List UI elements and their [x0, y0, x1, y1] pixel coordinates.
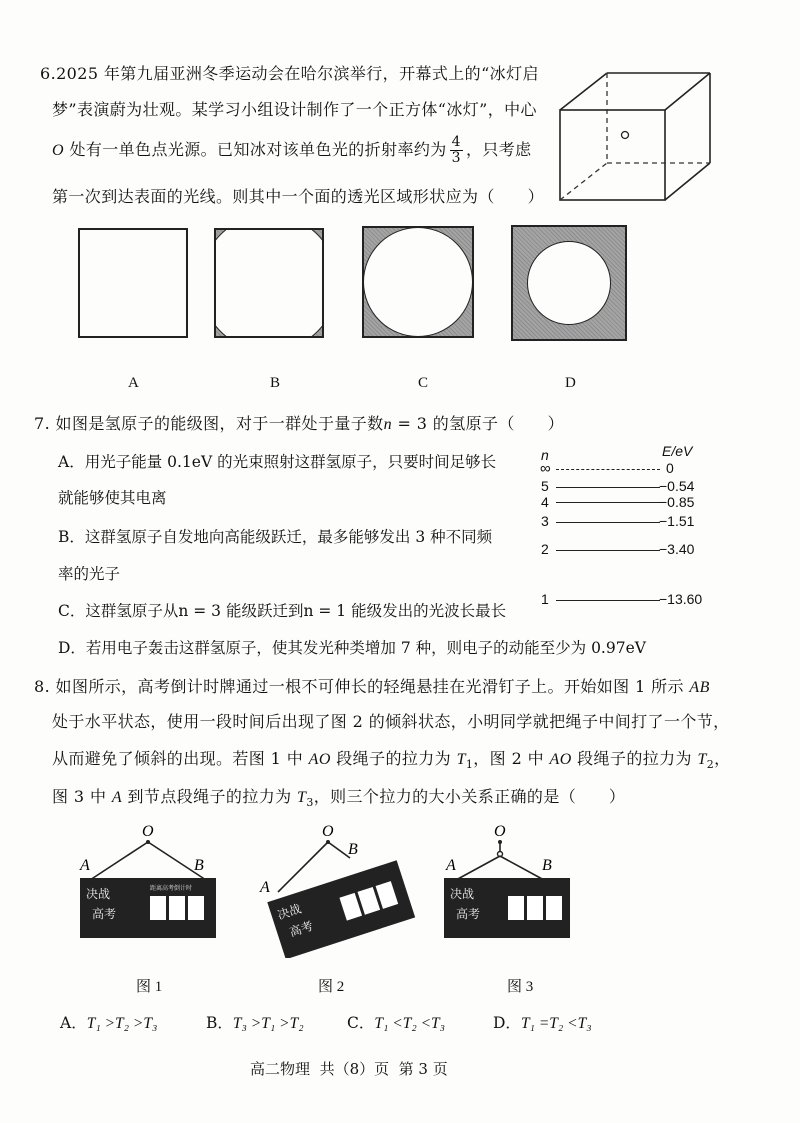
n-axis-header: n — [541, 447, 549, 463]
svg-text:距离高考倒计时: 距离高考倒计时 — [150, 885, 193, 892]
level-3-line — [556, 522, 660, 523]
q6-option-a-figure — [78, 228, 188, 338]
figure-1-label: 图 1 — [136, 979, 163, 995]
q7-option-b-line1: B．这群氢原子自发地向高能级跃迁，最多能够发出 3 种不同频 — [58, 528, 493, 546]
q8-option-a: A．T₁ >T₂ >T₃ — [60, 1014, 158, 1032]
svg-text:高考: 高考 — [287, 918, 315, 940]
svg-text:A: A — [446, 857, 456, 874]
countdown-board-1 — [80, 878, 216, 938]
light-source-point — [622, 132, 629, 139]
q8-line-3: 从而避免了倾斜的出现。若图 1 中 AO 段绳子的拉力为 $T_1$，图 2 中 AO 段绳子的拉力为 $T_2$， — [52, 749, 731, 772]
figure-1 — [70, 818, 230, 948]
level-inf-line — [556, 469, 660, 470]
q7-option-a-line2: 就能够使其电离 — [58, 489, 167, 507]
figure-3 — [436, 818, 596, 948]
level-4-line — [556, 502, 660, 503]
level-5-line — [556, 487, 660, 488]
countdown-board-2 — [267, 860, 415, 958]
q6-option-b-figure — [214, 228, 324, 338]
svg-text:O: O — [142, 823, 154, 840]
page-footer — [250, 1058, 448, 1079]
footer-page-number: 第 3 页 — [398, 1060, 448, 1078]
q8-option-d: D．T₁ =T₂ <T₃ — [493, 1014, 592, 1032]
q6-option-c-label: C — [418, 375, 429, 391]
q6-line-2: 梦”表演蔚为壮观。某学习小组设计制作了一个正方体“冰灯”，中心 — [52, 100, 537, 119]
q7-stem: 7. 如图是氢原子的能级图，对于一群处于量子数n = 3 的氢原子（ ） — [34, 414, 565, 433]
q7-option-c: C．这群氢原子从n = 3 能级跃迁到n = 1 能级发出的光波长最长 — [58, 602, 507, 620]
e-axis-header: E/eV — [662, 443, 693, 459]
q6-line-3: O 处有一单色点光源。已知冰对该单色光的折射率约为 $\frac{4}{3}$ ，只考虑 — [52, 134, 532, 166]
q6-option-a-label: A — [128, 375, 139, 391]
figure-3-label: 图 3 — [507, 979, 534, 995]
q6-option-b-label: B — [270, 375, 281, 391]
svg-text:决战: 决战 — [450, 887, 475, 901]
svg-text:A: A — [260, 879, 270, 896]
countdown-board-3 — [444, 878, 570, 938]
q6-option-c-figure — [362, 226, 474, 338]
svg-text:决战: 决战 — [86, 887, 111, 901]
q6-option-d-label: D — [565, 375, 576, 391]
footer-total-pages: 共（8）页 — [319, 1060, 390, 1078]
svg-text:A: A — [80, 857, 90, 874]
figure-2 — [250, 818, 420, 958]
svg-text:B: B — [348, 841, 358, 858]
svg-text:O: O — [322, 823, 334, 840]
cube-diagram — [555, 65, 745, 205]
cube-front-face — [560, 110, 665, 200]
footer-subject: 高二物理 — [250, 1060, 311, 1078]
q6-option-d-figure — [511, 225, 627, 341]
svg-text:高考: 高考 — [456, 907, 481, 921]
q6-line-4: 第一次到达表面的光线。则其中一个面的透光区域形状应为（ ） — [52, 187, 545, 206]
q6-number: 6. — [40, 64, 57, 83]
level-2-line — [556, 550, 660, 551]
svg-text:决战: 决战 — [275, 901, 303, 923]
level-1-line — [556, 600, 660, 601]
q8-line-1: 8. 如图所示，高考倒计时牌通过一根不可伸长的轻绳悬挂在光滑钉子上。开始如图 1 所示 AB — [34, 677, 710, 696]
q7-option-d: D．若用电子轰击这群氢原子，使其发光种类增加 7 种，则电子的动能至少为 0.97eV — [58, 639, 646, 657]
svg-text:B: B — [542, 857, 552, 874]
q8-line-4: 图 3 中 A 到节点段绳子的拉力为 $T_3$，则三个拉力的大小关系正确的是（ ） — [52, 787, 626, 810]
svg-text:高考: 高考 — [92, 907, 117, 921]
svg-text:O: O — [494, 823, 506, 840]
q7-option-a-line1: A．用光子能量 0.1eV 的光束照射这群氢原子，只要时间足够长 — [58, 453, 497, 471]
q7-option-b-line2: 率的光子 — [58, 565, 121, 583]
q6-line-1: 6.2025 年第九届亚洲冬季运动会在哈尔滨举行，开幕式上的“冰灯启 — [40, 64, 539, 83]
q8-option-c: C．T₁ <T₂ <T₃ — [347, 1014, 446, 1032]
refraction-fraction: $\frac{4}{3}$ — [451, 134, 461, 166]
figure-2-label: 图 2 — [318, 979, 345, 995]
q8-line-2: 处于水平状态，使用一段时间后出现了图 2 的倾斜状态，小明同学就把绳子中间打了一个节， — [52, 712, 730, 731]
svg-text:B: B — [194, 857, 204, 874]
q8-option-b: B．T₃ >T₁ >T₂ — [206, 1014, 304, 1032]
